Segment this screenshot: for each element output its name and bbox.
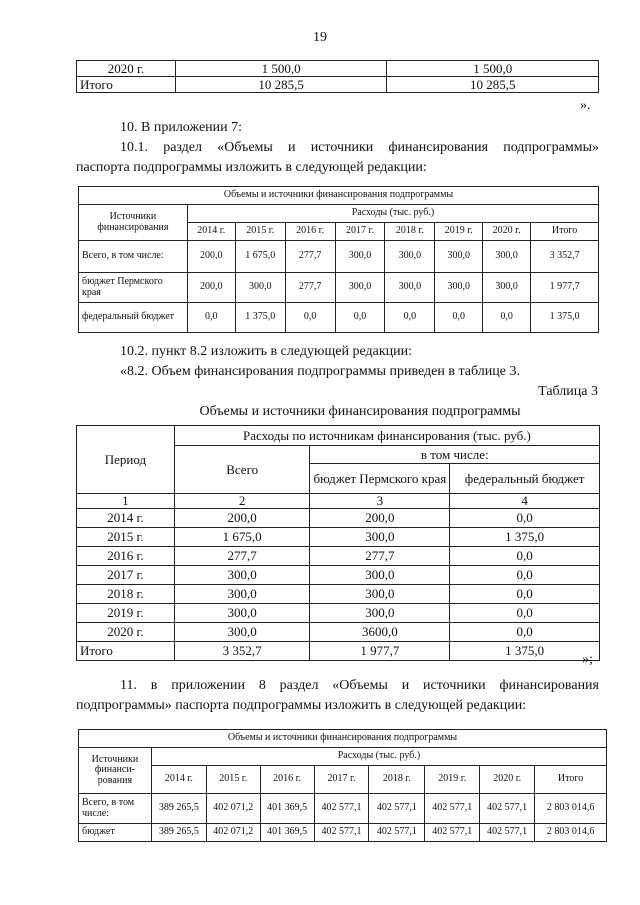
cell-federal: 0,0 bbox=[450, 584, 600, 603]
page-number: 19 bbox=[313, 30, 327, 45]
row-period: 2020 г. bbox=[77, 622, 175, 641]
col-total-header: Всего bbox=[174, 446, 310, 494]
cell-total: 3 352,7 bbox=[174, 641, 310, 660]
paragraph-11-line1: 11. в приложении 8 раздел «Объемы и источники финансирования bbox=[120, 678, 599, 693]
row-label: Итого bbox=[77, 77, 176, 93]
cell-value: 277,7 bbox=[285, 273, 335, 303]
col-number: 1 bbox=[77, 494, 175, 509]
row-period: 2019 г. bbox=[77, 603, 175, 622]
cell-value: 402 577,1 bbox=[369, 824, 425, 842]
cell-value: 300,0 bbox=[435, 273, 483, 303]
paragraph-10-1-line2: паспорта подпрограммы изложить в следующей редакции: bbox=[76, 160, 427, 175]
table-row bbox=[79, 273, 599, 303]
row-period: 2018 г. bbox=[77, 584, 175, 603]
cell-value: 200,0 bbox=[187, 273, 235, 303]
table-header-row bbox=[79, 205, 599, 223]
col-regional-header: бюджет Пермского края bbox=[310, 464, 450, 494]
table-row bbox=[77, 508, 600, 527]
row-label: Всего, в том числе: bbox=[79, 241, 188, 273]
total-header: Итого bbox=[531, 223, 599, 241]
row-period: 2016 г. bbox=[77, 546, 175, 565]
col-period-header: Период bbox=[77, 426, 175, 494]
col-expenses-header: Расходы (тыс. руб.) bbox=[151, 748, 606, 766]
table-row bbox=[79, 794, 607, 824]
table-title-row bbox=[79, 730, 607, 748]
table-funding-a bbox=[78, 186, 599, 333]
table-numbers-row bbox=[77, 494, 600, 509]
paragraph-11-line2: подпрограммы» паспорта подпрограммы изложить в следующей редакции: bbox=[76, 698, 527, 713]
cell-value: 402 577,1 bbox=[369, 794, 425, 824]
cell-value: 300,0 bbox=[235, 273, 285, 303]
closing-quote: ». bbox=[580, 98, 591, 113]
year-header: 2018 г. bbox=[385, 223, 435, 241]
cell-value: 300,0 bbox=[335, 273, 385, 303]
table-row bbox=[77, 546, 600, 565]
cell-federal: 0,0 bbox=[450, 508, 600, 527]
table-3-label: Таблица 3 bbox=[538, 384, 598, 399]
cell-value: 2 803 014,6 bbox=[535, 824, 607, 842]
col-source-header: Источники финансирования bbox=[79, 205, 188, 241]
cell-value: 401 369,5 bbox=[260, 824, 314, 842]
paragraph-10-1-line1: 10.1. раздел «Объемы и источники финансирования подпрограммы» bbox=[120, 140, 599, 155]
cell-total: 300,0 bbox=[174, 584, 310, 603]
col-federal-header: федеральный бюджет bbox=[450, 464, 600, 494]
cell-value: 401 369,5 bbox=[260, 794, 314, 824]
paragraph-10: 10. В приложении 7: bbox=[120, 120, 243, 135]
col-including-header: в том числе: bbox=[310, 446, 600, 464]
cell-value: 402 577,1 bbox=[480, 824, 535, 842]
cell-total: 200,0 bbox=[174, 508, 310, 527]
row-label: федеральный бюджет bbox=[79, 303, 188, 333]
table-continuation bbox=[76, 60, 599, 93]
cell-value: 277,7 bbox=[285, 241, 335, 273]
row-period: 2015 г. bbox=[77, 527, 175, 546]
year-header: 2020 г. bbox=[480, 766, 535, 794]
col-source-header: Источники финанси-рования bbox=[79, 748, 152, 794]
cell-regional: 1 977,7 bbox=[310, 641, 450, 660]
table-row bbox=[77, 584, 600, 603]
cell-value: 402 071,2 bbox=[206, 824, 260, 842]
cell-value: 1 977,7 bbox=[531, 273, 599, 303]
col-number: 3 bbox=[310, 494, 450, 509]
table-row bbox=[77, 603, 600, 622]
year-header: 2019 г. bbox=[435, 223, 483, 241]
table-funding-b bbox=[78, 729, 607, 842]
table-row bbox=[79, 303, 599, 333]
cell-value: 402 577,1 bbox=[425, 824, 480, 842]
cell-value: 300,0 bbox=[385, 273, 435, 303]
row-period: 2017 г. bbox=[77, 565, 175, 584]
cell-value: 402 577,1 bbox=[314, 794, 369, 824]
cell-value: 1 500,0 bbox=[175, 61, 387, 77]
cell-value: 300,0 bbox=[483, 273, 531, 303]
row-label: бюджет Пермского края bbox=[79, 273, 188, 303]
cell-total: 300,0 bbox=[174, 565, 310, 584]
cell-value: 10 285,5 bbox=[387, 77, 599, 93]
col-number: 4 bbox=[450, 494, 600, 509]
cell-value: 2 803 014,6 bbox=[535, 794, 607, 824]
cell-value: 0,0 bbox=[187, 303, 235, 333]
cell-value: 389 265,5 bbox=[151, 824, 206, 842]
cell-federal: 0,0 bbox=[450, 546, 600, 565]
cell-value: 1 375,0 bbox=[235, 303, 285, 333]
table-row bbox=[77, 622, 600, 641]
cell-federal: 0,0 bbox=[450, 622, 600, 641]
cell-value: 0,0 bbox=[435, 303, 483, 333]
table-title-row bbox=[79, 187, 599, 205]
table-title: Объемы и источники финансирования подпрограммы bbox=[79, 730, 607, 748]
col-expenses-header: Расходы (тыс. руб.) bbox=[187, 205, 598, 223]
year-header: 2015 г. bbox=[206, 766, 260, 794]
table-row bbox=[77, 77, 599, 93]
cell-federal: 1 375,0 bbox=[450, 527, 600, 546]
cell-regional: 300,0 bbox=[310, 584, 450, 603]
cell-total: 1 675,0 bbox=[174, 527, 310, 546]
cell-regional: 300,0 bbox=[310, 527, 450, 546]
year-header: 2016 г. bbox=[285, 223, 335, 241]
cell-value: 402 071,2 bbox=[206, 794, 260, 824]
cell-value: 0,0 bbox=[335, 303, 385, 333]
cell-value: 0,0 bbox=[483, 303, 531, 333]
cell-regional: 277,7 bbox=[310, 546, 450, 565]
cell-value: 402 577,1 bbox=[480, 794, 535, 824]
table-3-title: Объемы и источники финансирования подпрограммы bbox=[199, 404, 521, 419]
cell-value: 1 375,0 bbox=[531, 303, 599, 333]
cell-value: 1 675,0 bbox=[235, 241, 285, 273]
table-years-row bbox=[79, 766, 607, 794]
row-period: 2014 г. bbox=[77, 508, 175, 527]
cell-total: 300,0 bbox=[174, 622, 310, 641]
row-label: бюджет bbox=[79, 824, 152, 842]
cell-regional: 200,0 bbox=[310, 508, 450, 527]
cell-regional: 300,0 bbox=[310, 565, 450, 584]
cell-federal: 1 375,0 bbox=[450, 641, 600, 660]
col-expenses-header: Расходы по источникам финансирования (тыс. руб.) bbox=[174, 426, 599, 446]
year-header: 2017 г. bbox=[335, 223, 385, 241]
cell-value: 1 500,0 bbox=[387, 61, 599, 77]
year-header: 2020 г. bbox=[483, 223, 531, 241]
year-header: 2018 г. bbox=[369, 766, 425, 794]
paragraph-10-2: 10.2. пункт 8.2 изложить в следующей редакции: bbox=[120, 344, 412, 359]
cell-value: 0,0 bbox=[385, 303, 435, 333]
year-header: 2019 г. bbox=[425, 766, 480, 794]
cell-value: 300,0 bbox=[335, 241, 385, 273]
table-row bbox=[79, 241, 599, 273]
year-header: 2014 г. bbox=[151, 766, 206, 794]
col-number: 2 bbox=[174, 494, 310, 509]
table-header-row bbox=[79, 748, 607, 766]
table-row bbox=[77, 527, 600, 546]
cell-value: 3 352,7 bbox=[531, 241, 599, 273]
table-row bbox=[79, 824, 607, 842]
year-header: 2014 г. bbox=[187, 223, 235, 241]
total-header: Итого bbox=[535, 766, 607, 794]
table-row bbox=[77, 61, 599, 77]
cell-value: 300,0 bbox=[483, 241, 531, 273]
cell-total: 300,0 bbox=[174, 603, 310, 622]
closing-quote: »; bbox=[582, 652, 593, 667]
table-3 bbox=[76, 425, 600, 661]
cell-value: 300,0 bbox=[435, 241, 483, 273]
row-label: Всего, в том числе: bbox=[79, 794, 152, 824]
cell-value: 0,0 bbox=[285, 303, 335, 333]
row-label: 2020 г. bbox=[77, 61, 176, 77]
cell-value: 389 265,5 bbox=[151, 794, 206, 824]
cell-value: 402 577,1 bbox=[314, 824, 369, 842]
row-period: Итого bbox=[77, 641, 175, 660]
year-header: 2016 г. bbox=[260, 766, 314, 794]
table-header-row bbox=[77, 426, 600, 446]
year-header: 2015 г. bbox=[235, 223, 285, 241]
cell-value: 300,0 bbox=[385, 241, 435, 273]
cell-regional: 300,0 bbox=[310, 603, 450, 622]
cell-federal: 0,0 bbox=[450, 603, 600, 622]
cell-value: 402 577,1 bbox=[425, 794, 480, 824]
table-row bbox=[77, 641, 600, 660]
cell-federal: 0,0 bbox=[450, 565, 600, 584]
cell-regional: 3600,0 bbox=[310, 622, 450, 641]
cell-value: 10 285,5 bbox=[175, 77, 387, 93]
year-header: 2017 г. bbox=[314, 766, 369, 794]
cell-total: 277,7 bbox=[174, 546, 310, 565]
table-row bbox=[77, 565, 600, 584]
table-title: Объемы и источники финансирования подпрограммы bbox=[79, 187, 599, 205]
cell-value: 200,0 bbox=[187, 241, 235, 273]
paragraph-8-2: «8.2. Объем финансирования подпрограммы приведен в таблице 3. bbox=[120, 364, 520, 379]
